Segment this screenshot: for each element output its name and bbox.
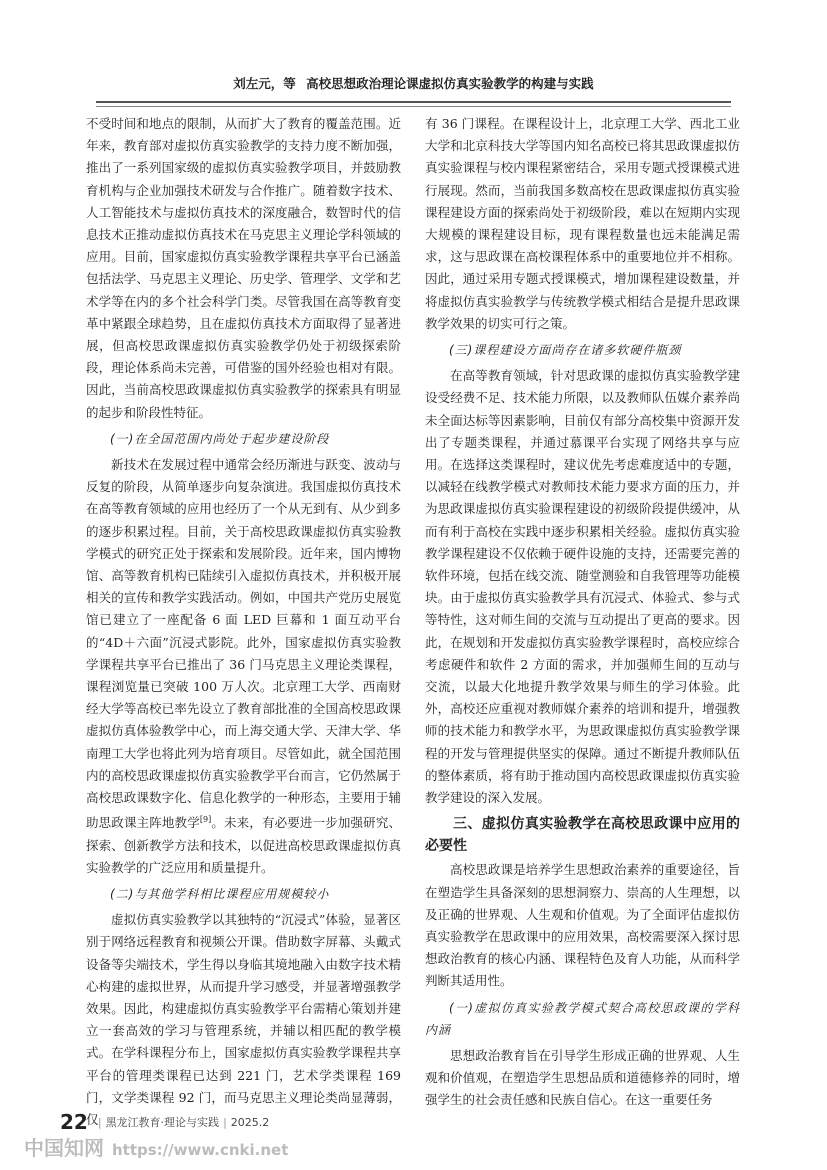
footer-divider: | bbox=[97, 1116, 102, 1129]
right-paragraph-1: 有 36 门课程。在课程设计上，北京理工大学、西北工业大学和北京科技大学等国内知名高校已将其思政课虚拟仿真实验课程与校内课程紧密结合，采用专题式授课模式进行展现。然而，当前我国多数高校在思政课虚拟仿真实验课程建设方面的探索尚处于初级阶段，难以在短期内实现大规模的课程建设目标，现有课程数量也远未能满足需求，这与思政课在高校课程体系中的重要地位并不相称。因此，通过采用专题式授课模式，增加课程建设数量，并将虚拟仿真实验教学与传统教学模式相结合是提升思政课教学效果的切实可行之策。 bbox=[425, 116, 740, 331]
header-separator bbox=[299, 76, 303, 91]
footer-divider-2: | bbox=[223, 1116, 227, 1129]
header-title: 高校思想政治理论课虚拟仿真实验教学的构建与实践 bbox=[306, 76, 594, 91]
right-paragraph-4: 思想政治教育旨在引导学生形成正确的世界观、人生观和价值观，在塑造学生思想品质和道德修养的同时，增强学生的社会责任感和民族自信心。在这一重要任务 bbox=[425, 1047, 740, 1108]
left-paragraph-2 bbox=[86, 454, 401, 879]
journal-name: 黑龙江教育·理论与实践 bbox=[105, 1116, 220, 1129]
left-column bbox=[86, 113, 401, 1131]
subheading-1-3: (三)课程建设方面尚存在诸多软硬件瓶颈 bbox=[449, 343, 682, 358]
cnki-watermark bbox=[24, 1132, 288, 1161]
right-column bbox=[425, 113, 740, 1112]
page-number: 22 bbox=[60, 1110, 88, 1134]
header-rule-thick bbox=[96, 101, 731, 103]
watermark-url: https://www.cnki.net bbox=[112, 1141, 289, 1159]
citation-9: [9] bbox=[199, 815, 212, 825]
header-authors: 刘左元，等 bbox=[233, 76, 296, 91]
subheading-1-1: (一)在全国范围内尚处于起步建设阶段 bbox=[110, 431, 330, 446]
subheading-1-2: (二)与其他学科相比课程应用规模较小 bbox=[110, 887, 330, 902]
right-paragraph-3: 高校思政课是培养学生思想政治素养的重要途径，旨在塑造学生具备深刻的思想洞察力、崇高的人生理想，以及正确的世界观、人生观和价值观。为了全面评估虚拟仿真实验教学在思政课中的应用效果，高校需要深入探讨思想政治教育的核心内涵、课程特色及育人功能，从而科学判断其适用性。 bbox=[425, 862, 740, 989]
journal-issue: 2025.2 bbox=[230, 1116, 270, 1129]
running-header bbox=[96, 74, 731, 102]
subheading-3-1: (一)虚拟仿真实验教学模式契合高校思政课的学科内涵 bbox=[425, 1000, 740, 1037]
left-paragraph-2-text: 新技术在发展过程中通常会经历渐进与跃变、波动与反复的阶段，从简单逐步向复杂演进。我国虚拟仿真技术在高等教育领域的应用也经历了一个从无到有、从少到多的逐步积累过程。目前，关于高校思政课虚拟仿真实验教学模式的研究正处于探索和发展阶段。近年来，国内博物馆、高等教育机构已陆续引入虚拟仿真技术，并积极开展相关的宣传和教学实践活动。例如，中国共产党历史展览馆已建立了一座配备 6 面 LED 巨幕和 1 面互动平台的“4D＋六面”沉浸式影院。此外，国家虚拟仿真实验教学课程共享平台已推出了 36 门马克思主义理论类课程，课程浏览量已突破 100 万人次。北京理工大学、西南财经大学等高校已率先设立了教育部批准的全国高校思政课虚拟仿真体验教学中心，而上海交通大学、天津大学、华南理工大学也将此列为培育项目。尽管如此，就全国范围内的高校思政课虚拟仿真实验教学平台而言，它仍然属于高校思政课数字化、信息化教学的一种形态，主要用于辅助思政课主阵地教学 bbox=[86, 457, 401, 831]
left-paragraph-1: 不受时间和地点的限制，从而扩大了教育的覆盖范围。近年来，教育部对虚拟仿真实验教学的支持力度不断加强，推出了一系列国家级的虚拟仿真实验教学项目，并鼓励教育机构与企业加强技术研发与合作推广。随着数字技术、人工智能技术与虚拟仿真技术的深度融合，数智时代的信息技术正推动虚拟仿真技术在马克思主义理论学科领域的应用。目前，国家虚拟仿真实验教学课程共享平台已涵盖包括法学、马克思主义理论、历史学、管理学、文学和艺术学等在内的多个社会科学门类。尽管我国在高等教育变革中紧跟全球趋势，且在虚拟仿真技术方面取得了显著进展，但高校思政课虚拟仿真实验教学仍处于初级探索阶段，理论体系尚未完善，可借鉴的国外经验也相对有限。因此，当前高校思政课虚拟仿真实验教学的探索具有明显的起步和阶段性特征。 bbox=[86, 116, 401, 420]
right-paragraph-2: 在高等教育领域，针对思政课的虚拟仿真实验教学建设受经费不足、技术能力所限，以及教师队伍媒介素养尚未全面达标等因素影响，目前仅有部分高校集中资源开发出了专题类课程，并通过慕课平台实现了网络共享与应用。在选择这类课程时，建议优先考虑难度适中的专题，以减轻在线教学模式对教师技术能力要求方面的压力，并为思政课虚拟仿真实验课程建设的初级阶段提供缓冲，从而有利于高校在实践中逐步积累相关经验。虚拟仿真实验教学课程建设不仅依赖于硬件设施的支持，还需要完善的软件环境，包括在线交流、随堂测验和自我管理等功能模块。由于虚拟仿真实验教学具有沉浸式、体验式、参与式等特性，这对师生间的交流与互动提出了更高的要求。因此，在规划和开发虚拟仿真实验教学课程时，高校应综合考虑硬件和软件 2 方面的需求，并加强师生间的互动与交流，以最大化地提升教学效果与师生的学习体验。此外，高校还应重视对教师媒介素养的培训和提升，增强教师的技术能力和教学水平，为思政课虚拟仿真实验教学课程的开发与管理提供坚实的保障。通过不断提升教师队伍的整体素质，将有助于推动国内高校思政课虚拟仿真实验教学建设的深入发展。 bbox=[425, 368, 740, 806]
watermark-text: 中国知网 bbox=[24, 1136, 104, 1160]
section-heading-3: 三、虚拟仿真实验教学在高校思政课中应用的必要性 bbox=[425, 816, 740, 855]
header-rule-thin bbox=[96, 106, 731, 107]
left-paragraph-3: 虚拟仿真实验教学以其独特的“沉浸式”体验，显著区别于网络远程教育和视频公开课。借助数字屏幕、头戴式设备等尖端技术，学生得以身临其境地融入由数字技术精心构建的虚拟世界，从而提升学习感受，并显著增强教学效果。因此，构建虚拟仿真实验教学平台需精心策划并建立一套高效的学习与管理系统，并辅以相匹配的教学模式。在学科课程分布上，国家虚拟仿真实验教学课程共享平台的管理类课程已达到 221 门，艺术学类课程 169 门，文学类课程 92 门，而马克思主义理论类尚显薄弱，仅 bbox=[86, 912, 401, 1128]
left-paragraph-2-end: 。未来，有必要进一步加强研究、探索、创新教学方法和技术，以促进高校思政课虚拟仿真实验教学的广泛应用和质量提升。 bbox=[86, 815, 401, 875]
